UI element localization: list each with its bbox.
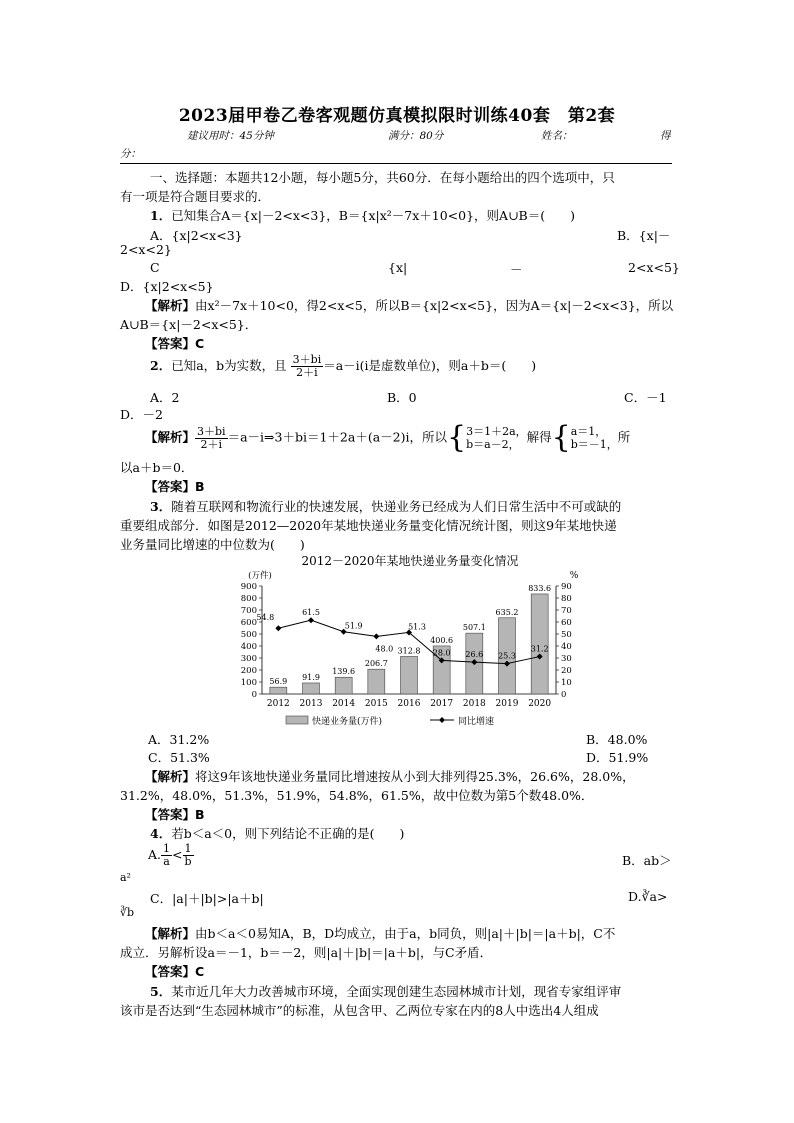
q3-solution-text: 将这9年该地快递业务量同比增速按从小到大排列得25.3%，26.6%，28.0%， [195, 769, 635, 784]
q2-solution-label: 【解析】 [145, 429, 196, 445]
growth-rate-label: 51.3 [408, 622, 426, 632]
bar-value-label: 206.7 [364, 659, 388, 669]
left-tick-label: 500 [240, 630, 257, 640]
q3-solution-line2: 31.2%，48.0%，51.3%，51.9%，54.8%，61.5%，故中位数为第5个数48.0%． [120, 788, 594, 803]
growth-rate-point [308, 617, 314, 623]
q4-answer [145, 961, 204, 980]
left-tick-label: 400 [240, 642, 257, 652]
full-score: 满分：80分 [388, 130, 444, 142]
x-tick-label: 2019 [495, 699, 519, 709]
q2-solution-text-c: 所 [617, 429, 631, 445]
q1-solution-line1 [145, 296, 673, 314]
x-tick-label: 2013 [299, 699, 323, 709]
q3-option-d: D．51.9% [586, 750, 649, 765]
left-tick-label: 600 [240, 618, 257, 628]
chart-title: 2012－2020年某地快递业务量变化情况 [301, 554, 519, 568]
x-tick-label: 2014 [332, 699, 356, 709]
right-tick-label: 20 [561, 666, 572, 676]
growth-rate-label: 48.0 [375, 644, 394, 654]
bar [303, 683, 320, 694]
q4-option-c: C．|a|＋|b|>|a＋b| [150, 891, 264, 906]
left-brace-icon: { [551, 420, 571, 455]
growth-rate-label: 51.9 [344, 621, 363, 631]
q4-solution-line1 [145, 924, 615, 942]
x-tick-label: 2016 [397, 699, 421, 709]
question-5-stem-line1 [150, 982, 621, 1000]
q2-option-a: A．2 [150, 390, 180, 405]
bar [368, 669, 385, 694]
q4-option-d-part2: ∛b [120, 906, 135, 919]
q3-option-c: C．51.3% [148, 750, 210, 765]
legend-bar-label: 快递业务量(万件) [312, 717, 383, 727]
growth-rate-label: 61.5 [302, 608, 320, 618]
q4-fraction-1a: $\frac{1}{a}$ [163, 842, 171, 868]
q3-option-b: B．48.0% [586, 732, 648, 747]
question-2-number: 2． [150, 358, 172, 373]
q2-fraction: $\frac{3+bi}{2+i}$ [292, 353, 322, 379]
bar [335, 677, 352, 694]
question-4-text: 若b＜a＜0，则下列结论不正确的是( ) [171, 826, 405, 841]
q1-answer-value: C [195, 336, 205, 351]
q2-solution-text-a: ＝a－i⇒3＋bi＝1＋2a＋(a－2)i，所以 [227, 429, 447, 445]
left-brace-icon: { [446, 420, 467, 455]
question-2-text-a: 已知a，b为实数，且 [171, 358, 287, 373]
q4-fraction-1b: $\frac{1}{b}$ [184, 842, 192, 868]
q4-option-a [148, 843, 194, 868]
growth-rate-label: 54.8 [256, 613, 275, 623]
bar-value-label: 139.6 [332, 667, 356, 677]
left-tick-label: 300 [240, 654, 257, 664]
q4-solution-label: 【解析】 [145, 926, 196, 941]
right-tick-label: 50 [561, 630, 572, 640]
legend-line-label: 同比增速 [458, 717, 495, 727]
q1-solution-line2: A∪B＝{x|－2<x<5}． [120, 317, 258, 332]
bar-value-label: 833.6 [528, 583, 552, 593]
bar [270, 687, 287, 694]
q2-solution-text-b: 解得 [526, 429, 552, 445]
section-intro-line2: 有一项是符合题目要求的． [120, 189, 271, 204]
left-axis-unit: (万件) [248, 571, 272, 581]
q1-answer-label: 【答案】 [145, 336, 196, 351]
question-2-text-b: ＝a－i(i是虚数单位)，则a＋b＝( ) [323, 358, 537, 373]
right-tick-label: 0 [561, 690, 567, 700]
question-3-text-1: 随着互联网和物流行业的快速发展，快递业务已经成为人们日常生活中不可或缺的 [171, 499, 622, 514]
q4-answer-value: C [195, 964, 205, 979]
question-1-stem [150, 206, 575, 224]
growth-rate-label: 25.3 [498, 651, 516, 661]
q3-solution-line1 [145, 767, 635, 785]
q1-option-a: A．{x|2<x<3} [150, 228, 243, 243]
question-5-stem-line2: 该市是否达到“生态园林城市”的标准，从包含甲、乙两位专家在内的8人中选出4人组成 [120, 1003, 599, 1018]
right-tick-label: 60 [561, 618, 572, 628]
page-title: 2023届甲卷乙卷客观题仿真模拟限时训练40套 第2套 [178, 106, 616, 126]
right-tick-label: 90 [561, 582, 572, 592]
q2-solution-line1 [145, 420, 631, 455]
left-tick-label: 800 [240, 594, 257, 604]
right-tick-label: 30 [561, 654, 572, 664]
q2-system-1: 3＝1＋2a， b＝a－2， [466, 425, 527, 451]
q4-lt: < [172, 847, 183, 862]
bar-value-label: 312.8 [397, 646, 421, 656]
question-5-text-1: 某市近几年大力改善城市环境，全面实现创建生态园林城市计划，现省专家组评审 [171, 984, 622, 999]
q1-solution-label: 【解析】 [145, 298, 196, 313]
bar-value-label: 56.9 [269, 677, 288, 687]
growth-rate-point [373, 633, 379, 639]
q1-option-c-b: {x| [388, 260, 408, 275]
question-3-number: 3． [150, 499, 172, 514]
growth-rate-label: 26.6 [465, 650, 484, 660]
question-3-stem-line1 [150, 497, 621, 515]
q1-solution-text: 由x²－7x＋10<0，得2<x<5，所以B＝{x|2<x<5}，因为A＝{x|－2<x<3}，所以 [195, 298, 674, 313]
growth-rate-label: 28.0 [432, 648, 451, 658]
left-tick-label: 700 [240, 606, 257, 616]
question-3-stem-line2: 重要组成部分．如图是2012—2020年某地快递业务量变化情况统计图，则这9年某地快递 [120, 518, 617, 533]
x-tick-label: 2015 [364, 699, 388, 709]
question-1-text: 已知集合A＝{x|－2<x<3}，B＝{x|x²－7x＋10<0}，则A∪B＝( ) [171, 208, 575, 223]
q1-option-c-c: － [510, 262, 523, 277]
right-axis-unit: % [569, 571, 579, 581]
right-tick-label: 70 [561, 606, 572, 616]
q2-option-d: D．－2 [120, 407, 163, 422]
question-5-number: 5． [150, 984, 172, 999]
q2-system-2: a＝1， b＝－1， [570, 425, 618, 451]
growth-rate-point [275, 625, 281, 631]
question-3-stem-line3: 业务量同比增速的中位数为( ) [120, 537, 305, 552]
q3-answer [145, 804, 205, 823]
q1-option-b-part2: 2<x<2} [120, 242, 172, 257]
right-tick-label: 80 [561, 594, 572, 604]
q2-solution-fraction: $\frac{3+bi}{2+i}$ [197, 424, 226, 451]
left-tick-label: 0 [251, 690, 257, 700]
question-4-stem [150, 824, 404, 842]
suggested-time: 建议用时：45分钟 [187, 130, 274, 142]
left-tick-label: 900 [240, 582, 257, 592]
legend-bar-swatch [286, 716, 308, 724]
growth-rate-label: 31.2 [530, 644, 549, 654]
q4-solution-text: 由b＜a＜0易知A，B，D均成立，由于a，b同负，则|a|＋|b|＝|a＋b|，C不 [195, 926, 616, 941]
x-tick-label: 2017 [430, 699, 454, 709]
name-field-label: 姓名： [541, 130, 573, 142]
q4-solution-line2: 成立．另解析设a＝－1，b＝－2，则|a|＋|b|＝|a＋b|，与C矛盾． [120, 945, 493, 960]
q2-option-b: B．0 [387, 390, 417, 405]
legend-line-marker [439, 717, 445, 723]
x-tick-label: 2012 [266, 699, 290, 709]
q4-option-b-part2: a² [120, 871, 131, 884]
bar-value-label: 507.1 [462, 623, 486, 633]
q4-option-b-part1: B．ab＞ [622, 853, 672, 868]
q2-answer-value: B [195, 479, 205, 494]
q3-answer-label: 【答案】 [145, 807, 196, 822]
header-divider [120, 163, 672, 164]
q1-option-c-d: 2<x<5} [628, 260, 680, 275]
right-tick-label: 10 [561, 678, 572, 688]
q1-option-b-part1: B．{x|－ [617, 228, 671, 243]
question-1-number: 1． [150, 208, 172, 223]
x-tick-label: 2020 [528, 699, 552, 709]
left-tick-label: 100 [240, 678, 257, 688]
score-field-label-a: 得 [660, 130, 671, 142]
q1-answer [145, 333, 204, 352]
express-volume-chart [224, 550, 594, 734]
q4-option-a-label: A. [148, 847, 162, 862]
q1-option-d: D．{x|2<x<5} [120, 279, 214, 294]
q1-option-c-a: C [150, 260, 160, 275]
q3-answer-value: B [195, 807, 205, 822]
q4-answer-label: 【答案】 [145, 964, 196, 979]
left-tick-label: 200 [240, 666, 257, 676]
x-tick-label: 2018 [462, 699, 486, 709]
q3-solution-label: 【解析】 [145, 769, 196, 784]
right-tick-label: 40 [561, 642, 572, 652]
question-2-stem [150, 354, 536, 379]
score-field-label-b: 分： [120, 148, 141, 160]
bar-value-label: 400.6 [430, 635, 454, 645]
q2-answer [145, 476, 205, 495]
bar-value-label: 635.2 [495, 607, 519, 617]
bar-value-label: 91.9 [302, 672, 320, 682]
question-4-number: 4． [150, 826, 172, 841]
q2-solution-line2: 以a＋b＝0． [120, 460, 194, 475]
bar [401, 656, 418, 694]
q4-option-d-part1: D.∛a> [628, 889, 668, 904]
q2-answer-label: 【答案】 [145, 479, 196, 494]
section-intro-line1: 一、选择题：本题共12小题，每小题5分，共60分．在每小题给出的四个选项中，只 [150, 170, 615, 185]
q2-option-c: C．－1 [624, 390, 667, 405]
q3-option-a: A．31.2% [148, 732, 210, 747]
